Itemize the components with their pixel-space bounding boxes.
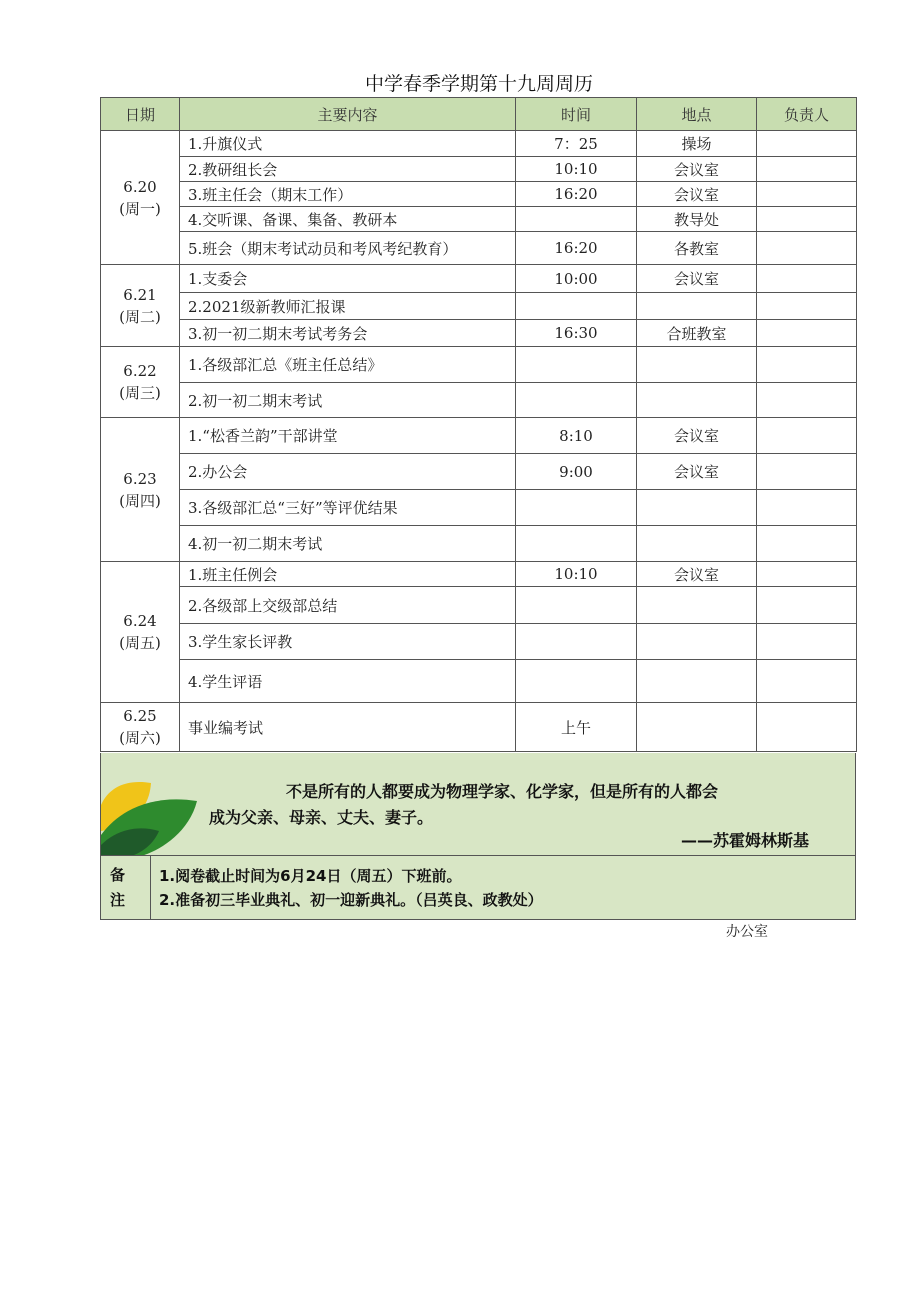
place-cell: 教导处 — [637, 207, 757, 232]
place-cell — [637, 383, 757, 418]
content-cell: 4.交听课、备课、集备、教研本 — [180, 207, 516, 232]
table-row — [101, 526, 857, 562]
table-row — [101, 320, 857, 347]
time-cell — [516, 660, 637, 703]
table-row — [101, 562, 857, 587]
person-cell — [757, 703, 857, 752]
table-row — [101, 293, 857, 320]
table-row — [101, 454, 857, 490]
person-cell — [757, 418, 857, 454]
time-cell: 10:10 — [516, 157, 637, 182]
content-cell: 2.教研组长会 — [180, 157, 516, 182]
table-row — [101, 703, 857, 752]
time-cell: 16:20 — [516, 232, 637, 265]
content-cell: 3.学生家长评教 — [180, 624, 516, 660]
content-cell: 1.班主任例会 — [180, 562, 516, 587]
weekday-text: (周五) — [119, 634, 161, 652]
time-cell: 7：25 — [516, 131, 637, 157]
place-cell: 合班教室 — [637, 320, 757, 347]
date-cell — [101, 703, 180, 752]
quote-line-2: 成为父亲、母亲、丈夫、妻子。 — [209, 808, 434, 827]
table-row — [101, 347, 857, 383]
person-cell — [757, 490, 857, 526]
person-cell — [757, 131, 857, 157]
person-cell — [757, 265, 857, 293]
weekday-text: (周四) — [119, 491, 161, 510]
leaf-decoration-icon — [101, 753, 211, 856]
time-cell: 9:00 — [516, 454, 637, 490]
time-cell — [516, 383, 637, 418]
weekday-text: (周六) — [119, 729, 161, 747]
notes-lines — [159, 864, 543, 912]
content-cell: 5.班会（期末考试动员和考风考纪教育） — [180, 232, 516, 265]
person-cell — [757, 526, 857, 562]
time-cell: 16:20 — [516, 182, 637, 207]
content-cell: 1.各级部汇总《班主任总结》 — [180, 347, 516, 383]
time-cell — [516, 624, 637, 660]
content-cell: 1.“松香兰韵”干部讲堂 — [180, 418, 516, 454]
header-place: 地点 — [637, 98, 757, 131]
table-row — [101, 207, 857, 232]
content-cell: 事业编考试 — [180, 703, 516, 752]
quote-author: ——苏霍姆林斯基 — [680, 831, 809, 850]
date-text: 6.21 — [123, 285, 157, 304]
content-cell: 3.各级部汇总“三好”等评优结果 — [180, 490, 516, 526]
place-cell: 各教室 — [637, 232, 757, 265]
note-line-2: 2.准备初三毕业典礼、初一迎新典礼。（吕英良、政教处） — [159, 891, 543, 909]
date-text: 6.25 — [123, 707, 157, 725]
place-cell: 会议室 — [637, 265, 757, 293]
person-cell — [757, 157, 857, 182]
content-cell: 2.各级部上交级部总结 — [180, 587, 516, 624]
person-cell — [757, 182, 857, 207]
content-cell: 4.初一初二期末考试 — [180, 526, 516, 562]
weekday-text: (周二) — [119, 307, 161, 326]
table-header-row — [101, 98, 857, 131]
content-cell: 2.办公会 — [180, 454, 516, 490]
header-time: 时间 — [516, 98, 637, 131]
schedule-table — [100, 97, 857, 752]
date-cell — [101, 265, 180, 347]
time-cell — [516, 207, 637, 232]
notes-box — [100, 856, 856, 920]
note-line-1: 1.阅卷截止时间为6月24日（周五）下班前。 — [159, 867, 462, 885]
table-row — [101, 131, 857, 157]
weekday-text: (周一) — [119, 199, 161, 218]
time-cell — [516, 347, 637, 383]
content-cell: 1.支委会 — [180, 265, 516, 293]
table-row — [101, 490, 857, 526]
table-row — [101, 418, 857, 454]
table-row — [101, 587, 857, 624]
content-cell: 1.升旗仪式 — [180, 131, 516, 157]
time-cell — [516, 490, 637, 526]
place-cell: 会议室 — [637, 182, 757, 207]
place-cell — [637, 526, 757, 562]
place-cell — [637, 490, 757, 526]
date-cell — [101, 131, 180, 265]
person-cell — [757, 320, 857, 347]
date-cell — [101, 347, 180, 418]
person-cell — [757, 347, 857, 383]
person-cell — [757, 232, 857, 265]
place-cell — [637, 293, 757, 320]
time-cell — [516, 587, 637, 624]
content-cell: 2.2021级新教师汇报课 — [180, 293, 516, 320]
schedule-body — [101, 131, 857, 752]
person-cell — [757, 207, 857, 232]
table-row — [101, 660, 857, 703]
date-cell — [101, 418, 180, 562]
quote-line-1: 不是所有的人都要成为物理学家、化学家，但是所有的人都会 — [286, 782, 719, 801]
notes-label-char-2: 注 — [110, 890, 126, 909]
date-text: 6.24 — [123, 612, 157, 630]
footer-office: 办公室 — [726, 924, 768, 940]
notes-label — [101, 856, 151, 919]
table-row — [101, 182, 857, 207]
place-cell: 会议室 — [637, 418, 757, 454]
table-row — [101, 383, 857, 418]
date-text: 6.20 — [123, 177, 157, 196]
time-cell: 10:10 — [516, 562, 637, 587]
weekday-text: (周三) — [119, 384, 161, 402]
date-text: 6.23 — [123, 469, 157, 488]
table-row — [101, 265, 857, 293]
table-row — [101, 232, 857, 265]
time-cell: 16:30 — [516, 320, 637, 347]
person-cell — [757, 293, 857, 320]
place-cell — [637, 660, 757, 703]
content-cell: 3.班主任会（期末工作） — [180, 182, 516, 207]
time-cell: 8:10 — [516, 418, 637, 454]
time-cell — [516, 293, 637, 320]
person-cell — [757, 660, 857, 703]
header-date: 日期 — [101, 98, 180, 131]
time-cell — [516, 526, 637, 562]
place-cell: 操场 — [637, 131, 757, 157]
header-content: 主要内容 — [180, 98, 516, 131]
person-cell — [757, 383, 857, 418]
table-row — [101, 157, 857, 182]
date-cell — [101, 562, 180, 703]
time-cell: 10:00 — [516, 265, 637, 293]
date-text: 6.22 — [123, 362, 157, 380]
content-cell: 2.初一初二期末考试 — [180, 383, 516, 418]
person-cell — [757, 624, 857, 660]
notes-label-char-1: 备 — [110, 865, 126, 884]
place-cell — [637, 347, 757, 383]
person-cell — [757, 587, 857, 624]
person-cell — [757, 562, 857, 587]
table-row — [101, 624, 857, 660]
content-cell: 4.学生评语 — [180, 660, 516, 703]
time-cell: 上午 — [516, 703, 637, 752]
person-cell — [757, 454, 857, 490]
header-person: 负责人 — [757, 98, 857, 131]
content-cell: 3.初一初二期末考试考务会 — [180, 320, 516, 347]
place-cell — [637, 587, 757, 624]
place-cell: 会议室 — [637, 562, 757, 587]
place-cell — [637, 624, 757, 660]
page-title: 中学春季学期第十九周周历 — [364, 73, 593, 95]
place-cell — [637, 703, 757, 752]
place-cell: 会议室 — [637, 157, 757, 182]
place-cell: 会议室 — [637, 454, 757, 490]
quote-box — [100, 753, 856, 856]
